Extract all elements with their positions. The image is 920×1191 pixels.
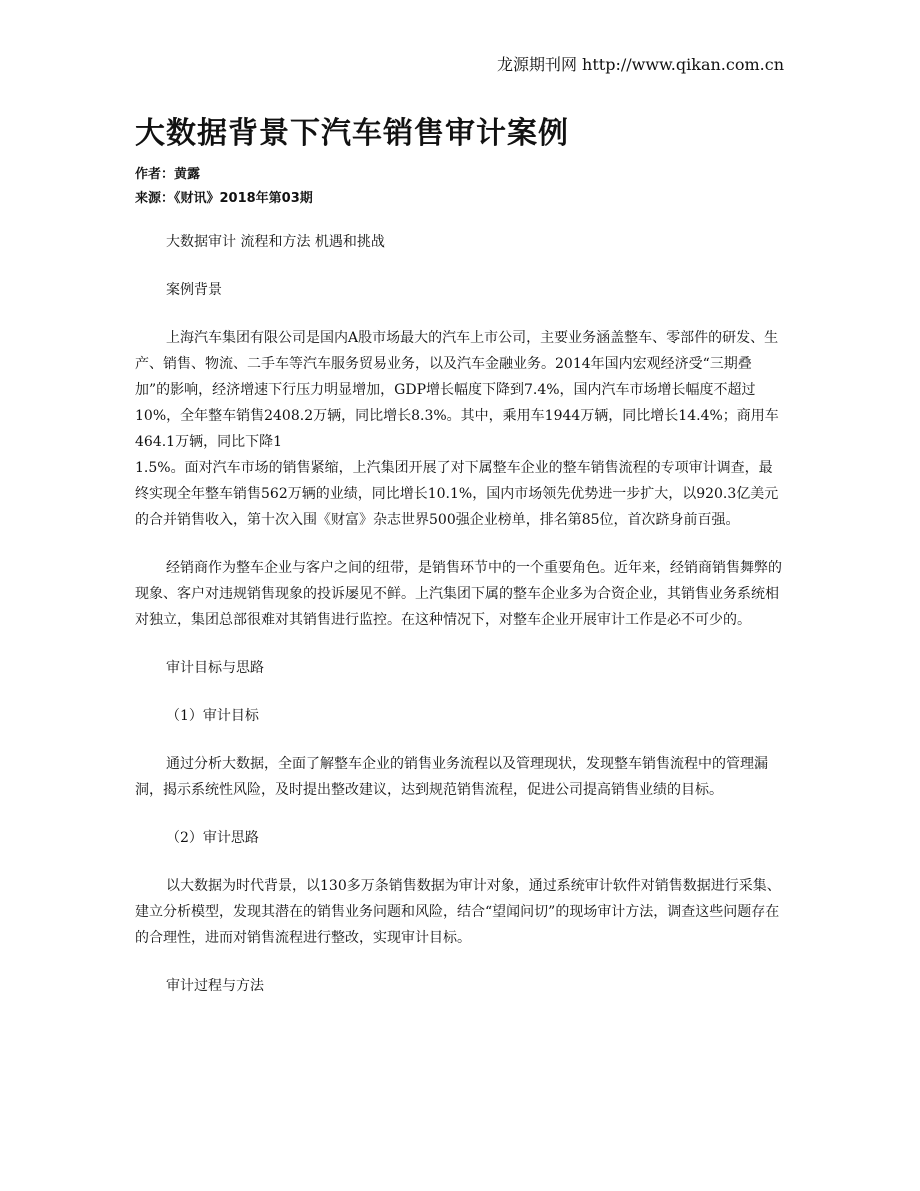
paragraph-goal: 通过分析大数据，全面了解整车企业的销售业务流程以及管理现状，发现整车销售流程中的管理漏洞，揭示系统性风险，及时提出整改建议，达到规范销售流程，促进公司提高销售业绩的目标。 <box>135 756 768 798</box>
article-source: 来源：《财讯》2018年第03期 <box>135 191 313 206</box>
article-body <box>135 229 785 1021</box>
section-heading-process: 审计过程与方法 <box>166 978 264 994</box>
paragraph-approach: 以大数据为时代背景，以130多万条销售数据为审计对象，通过系统审计软件对销售数据进行采集、建立分析模型，发现其潜在的销售业务问题和风险，结合“望闻问切”的现场审计方法，调查这些问题存在的合理性，进而对销售流程进行整改，实现审计目标。 <box>135 878 781 946</box>
subheading-goal-1: （1）审计目标 <box>166 708 259 724</box>
subheading-goal-2: （2）审计思路 <box>166 830 259 846</box>
section-heading-goals: 审计目标与思路 <box>166 660 264 676</box>
journal-source-header: 龙源期刊网 http://www.qikan.com.cn <box>496 55 784 74</box>
article-author: 作者：黄露 <box>135 167 201 182</box>
paragraph-background-2: 经销商作为整车企业与客户之间的纽带，是销售环节中的一个重要角色。近年来，经销商销售舞弊的现象、客户对违规销售现象的投诉屡见不鲜。上汽集团下属的整车企业多为合资企业，其销售业务系统相对独立，集团总部很难对其销售进行监控。在这种情况下，对整车企业开展审计工作是必不可少的。 <box>135 560 782 628</box>
section-heading-background: 案例背景 <box>166 282 222 298</box>
keywords-subtitle: 大数据审计 流程和方法 机遇和挑战 <box>166 234 385 250</box>
paragraph-background-1: 上海汽车集团有限公司是国内A股市场最大的汽车上市公司，主要业务涵盖整车、零部件的研发、生产、销售、物流、二手车等汽车服务贸易业务，以及汽车金融业务。2014年国内宏观经济受“三期叠加”的影响，经济增速下行压力明显增加，GDP增长幅度下降到7.4%，国内汽车市场增长幅度不超过10%，全年整车销售2408.2万辆，同比增长8.3%。其中，乘用车1944万辆，同比增长14.4%；商用车464.1万辆，同比下降1 <box>135 330 779 450</box>
article-title: 大数据背景下汽车销售审计案例 <box>135 116 569 151</box>
paragraph-background-1-cont: 1.5%。面对汽车市场的销售紧缩，上汽集团开展了对下属整车企业的整车销售流程的专项审计调查，最终实现全年整车销售562万辆的业绩，同比增长10.1%，国内市场领先优势进一步扩大，以920.3亿美元的合并销售收入，第十次入围《财富》杂志世界500强企业榜单，排名第85位，首次跻身前百强。 <box>135 460 779 528</box>
